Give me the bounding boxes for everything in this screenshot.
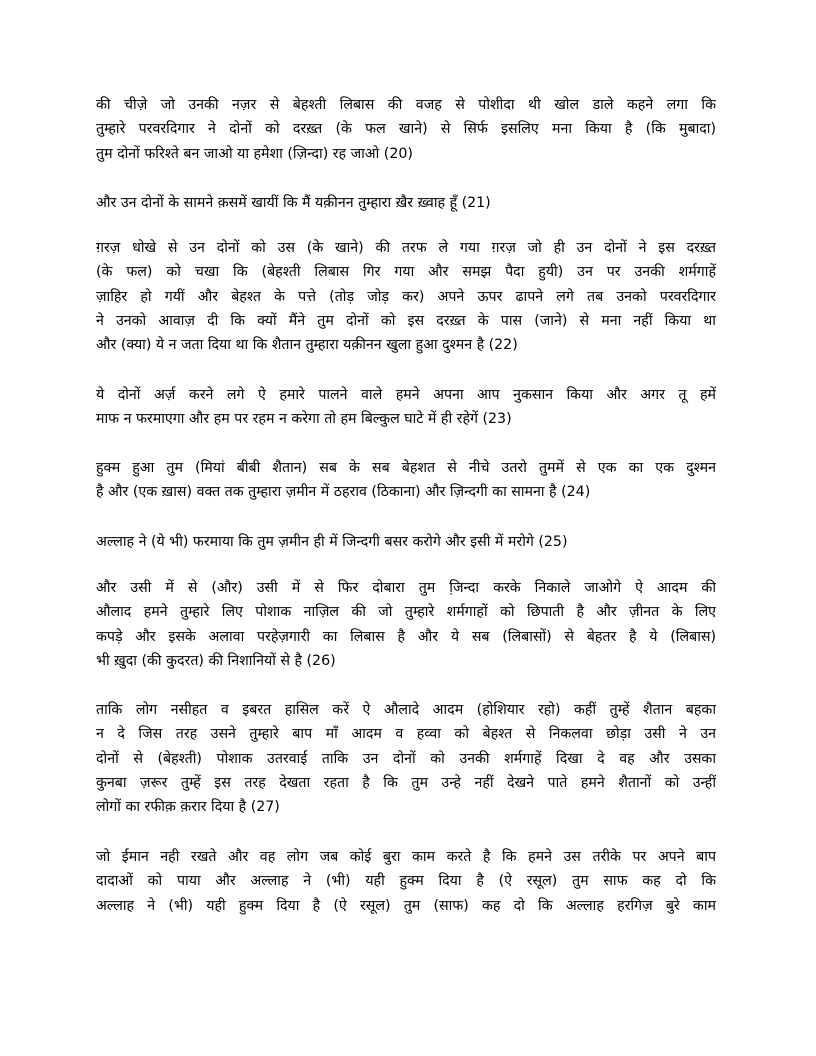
text-line: ग़रज़ धोखे से उन दोनों को उस (के खाने) की तरफ ले गया ग़रज़ जो ही उन दोनों ने इस दरख़्त	[96, 240, 716, 256]
text-line: ज़ाहिर हो गयीं और बेहश्त के पत्ते (तोड़ जोड़ कर) अपने ऊपर ढापने लगे तब उनको परवरदिगार	[96, 288, 716, 305]
text-line: ने उनको आवाज़ दी कि क्यों मैंने तुम दोनों को इस दरख़्त के पास (जाने) से मना नहीं किया था	[96, 312, 716, 329]
paragraph-verse-22	[96, 236, 716, 357]
text-line: भी ख़ुदा (की कुदरत) की निशानियों से है (26)	[96, 652, 336, 669]
text-line: और उन दोनों के सामने क़समें खायीं कि मैं यक़ीनन तुम्हारा ख़ैर ख़्वाह हूँ (21)	[96, 195, 491, 211]
paragraph-verse-24	[96, 456, 716, 505]
text-line: माफ न फरमाएगा और हम पर रहम न करेगा तो हम बिल्कुल घाटे में ही रहेगें (23)	[96, 411, 512, 428]
text-line: कपड़े और इसके अलावा परहेज़गारी का लिबास है और ये सब (लिबासों) से बेहतर है ये (लिबास)	[96, 628, 716, 645]
text-line: तुम्हारे परवरदिगार ने दोनों को दरख़्त (के फल खाने) से सिर्फ इसलिए मना किया है (कि मुबादा)	[96, 121, 716, 138]
text-line: न दे जिस तरह उसने तुम्हारे बाप माँ आदम व हव्वा को बेहश्त से निकलवा छोड़ा उसी ने उन	[96, 726, 716, 743]
text-line: हुक्म हुआ तुम (मियां बीबी शैतान) सब के सब बेहशत से नीचे उतरो तुममें से एक का एक दुश्मन	[96, 460, 716, 476]
text-line: (के फल) को चखा कि (बेहश्ती लिबास गिर गया और समझ पैदा हुयी) उन पर उनकी शर्मगाहें	[96, 264, 716, 281]
text-line: ताकि लोग नसीहत व इबरत हासिल करें ऐ औलादे आदम (होशियार रहो) कहीं तुम्हें शैतान बहका	[96, 702, 716, 718]
paragraph-verse-25	[96, 530, 716, 554]
text-line: लोगों का रफीक़ क़रार दिया है (27)	[96, 799, 280, 816]
text-line: दादाओं को पाया और अल्लाह ने (भी) यही हुक्म दिया है (ऐ रसूल) तुम साफ कह दो कि	[96, 873, 716, 890]
text-line: की चीजे़ जो उनकी नज़र से बेहश्ती लिबास की वजह से पोशीदा थी खोल डाले कहने लगा कि	[96, 97, 716, 113]
paragraph-verse-23	[96, 383, 716, 432]
text-line: है और (एक ख़ास) वक्त तक तुम्हारा ज़मीन में ठहराव (ठिकाना) और ज़िन्दगी का सामना है (24)	[96, 484, 591, 501]
text-line: तुम दोनों फरिश्ते बन जाओ या हमेशा (ज़िन्दा) रह जाओ (20)	[96, 145, 413, 162]
text-line: और (क्या) ये न जता दिया था कि शैतान तुम्हारा यक़ीनन खुला हुआ दुश्मन है (22)	[96, 337, 518, 354]
text-line: अल्लाह ने (ये भी) फरमाया कि तुम ज़मीन ही में जिन्दगी बसर करोगे और इसी में मरोगे (25)	[96, 534, 568, 550]
text-line: ये दोनों अर्ज़ करने लगे ऐ हमारे पालने वाले हमने अपना आप नुकसान किया और अगर तू हमें	[96, 387, 716, 403]
text-line: जो ईमान नही रखते और वह लोग जब कोई बुरा काम करते है कि हमने उस तरीके पर अपने बाप	[96, 849, 716, 865]
text-line: अल्लाह ने (भी) यही हुक्म दिया है (ऐ रसूल) तुम (साफ) कह दो कि अल्लाह हरगिज़ बुरे काम	[96, 897, 716, 914]
paragraph-verse-26	[96, 576, 716, 673]
text-line: कुनबा ज़रूर तुम्हें इस तरह देखता रहता है कि तुम उन्हे नहीं देखने पाते हमने शैतानों को उन्हीं	[96, 774, 716, 791]
text-line: औलाद हमने तुम्हारे लिए पोशाक नाज़िल की जो तुम्हारे शर्मगाहों को छिपाती है और ज़ीनत के लिए	[96, 604, 716, 621]
paragraph-verse-27	[96, 698, 716, 819]
text-line: और उसी में से (और) उसी में से फिर दोबारा तुम जि़न्दा करके निकाले जाओगे ऐ आदम की	[96, 580, 716, 596]
paragraph-verse-21	[96, 191, 716, 215]
paragraph-verse-20	[96, 93, 716, 166]
paragraph-verse-28	[96, 845, 716, 918]
text-line: दोनों से (बेहश्ती) पोशाक उतरवाई ताकि उन दोनों को उनकी शर्मगाहें दिखा दे वह और उसका	[96, 750, 716, 767]
